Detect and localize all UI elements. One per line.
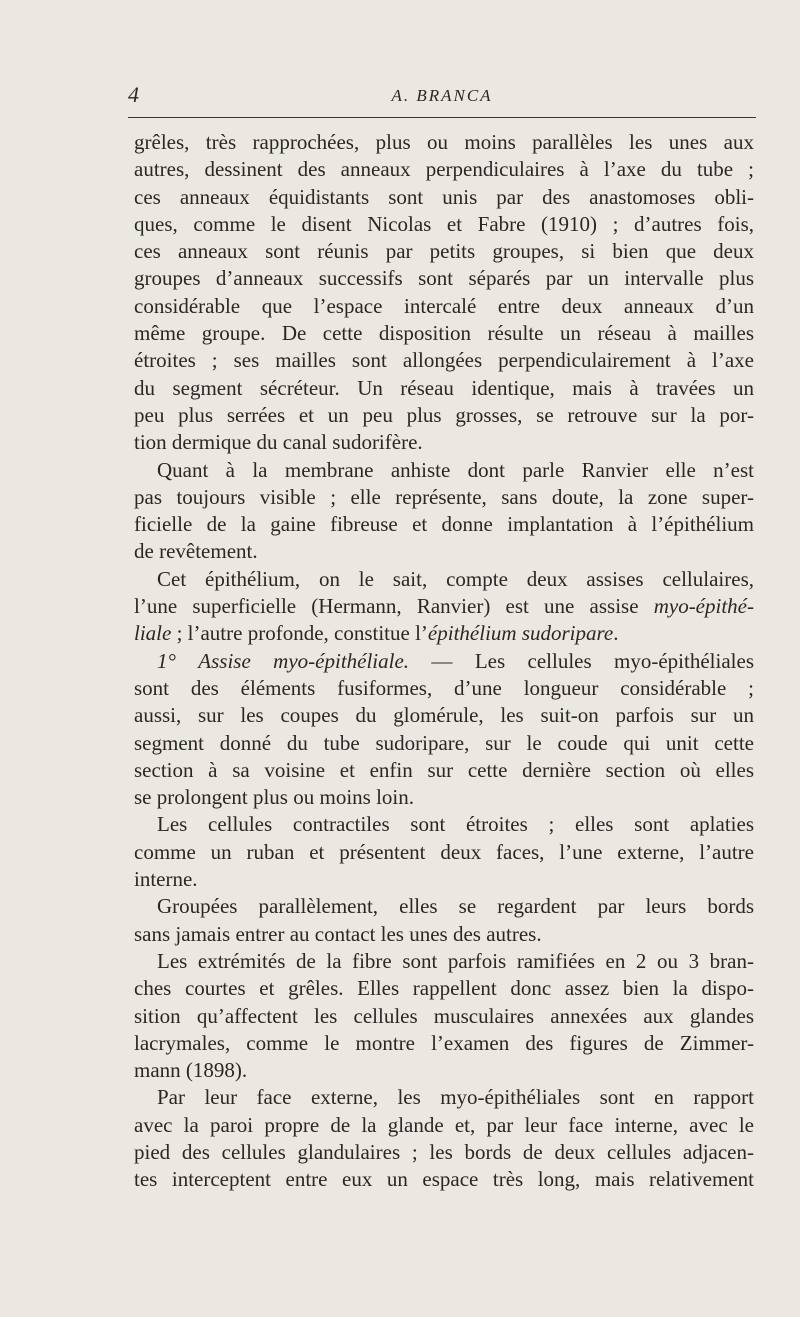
text-line: grêles, très rapprochées, plus ou moins parallèles les unes aux bbox=[134, 130, 754, 154]
text-line: du segment sécréteur. Un réseau identique, mais à travées un bbox=[134, 375, 754, 400]
text-line: même groupe. De cette disposition résulte un réseau à mailles bbox=[134, 321, 754, 346]
text-line: sans jamais entrer au contact les unes des autres. bbox=[134, 921, 542, 946]
text-line: section à sa voisine et enfin sur cette dernière section où elles bbox=[134, 757, 754, 782]
paragraph bbox=[134, 948, 754, 1084]
text-line: avec la paroi propre de la glande et, par leur face interne, avec le bbox=[134, 1112, 754, 1137]
body-text bbox=[134, 129, 754, 1194]
text-line: pied des cellules glandulaires ; les bords de deux cellules adjacen- bbox=[134, 1139, 754, 1164]
italic-term: épithélium sudoripare bbox=[427, 621, 614, 646]
text-line: Les cellules contractiles sont étroites ; elles sont aplaties bbox=[157, 812, 754, 837]
italic-term: liale bbox=[134, 621, 172, 646]
paragraph bbox=[134, 129, 754, 457]
text-line: Quant à la membrane anhiste dont parle Ranvier elle n’est bbox=[157, 457, 754, 482]
text-line: étroites ; ses mailles sont allongées perpendiculairement à l’axe bbox=[134, 348, 754, 373]
text-span: ; l’autre profonde, constitue l’ bbox=[171, 621, 428, 646]
text-line: segment donné du tube sudoripare, sur le coude qui unit cette bbox=[134, 730, 754, 755]
paragraph bbox=[134, 893, 754, 948]
paragraph bbox=[134, 566, 754, 648]
text-line: comme un ruban et présentent deux faces, l’une externe, l’autre bbox=[134, 839, 754, 864]
text-line: peu plus serrées et un peu plus grosses, se retrouve sur la por- bbox=[134, 402, 754, 427]
text-line bbox=[134, 620, 754, 647]
text-span: l’une superficielle (Hermann, Ranvier) est une assise bbox=[134, 594, 654, 619]
running-head: A. BRANCA bbox=[391, 86, 493, 105]
text-line: Par leur face externe, les myo-épithéliales sont en rapport bbox=[157, 1085, 754, 1110]
text-line: Cet épithélium, on le sait, compte deux assises cellulaires, bbox=[157, 566, 754, 591]
text-line: autres, dessinent des anneaux perpendiculaires à l’axe du tube ; bbox=[134, 157, 754, 182]
section-number: 1° bbox=[157, 648, 176, 673]
paragraph bbox=[134, 1084, 754, 1193]
text-line: mann (1898). bbox=[134, 1058, 248, 1083]
page-number: 4 bbox=[128, 82, 139, 107]
text-line bbox=[134, 648, 754, 675]
paragraph bbox=[134, 811, 754, 893]
text-line bbox=[134, 593, 754, 620]
text-line: tion dermique du canal sudorifère. bbox=[134, 430, 423, 455]
text-line: ques, comme le disent Nicolas et Fabre (1910) ; d’autres fois, bbox=[134, 211, 754, 236]
paragraph bbox=[134, 457, 754, 566]
text-line: pas toujours visible ; elle représente, sans doute, la zone super- bbox=[134, 484, 754, 509]
text-line: groupes d’anneaux successifs sont séparés par un intervalle plus bbox=[134, 266, 754, 291]
italic-term: myo-épithé- bbox=[653, 594, 754, 619]
text-line: sont des éléments fusiformes, d’une longueur considérable ; bbox=[134, 675, 754, 700]
text-span: — Les cellules myo-épithéliales bbox=[409, 648, 754, 673]
text-line: ches courtes et grêles. Elles rappellent donc assez bien la dispo- bbox=[134, 976, 754, 1001]
text-line: sition qu’affectent les cellules musculaires annexées aux glandes bbox=[134, 1003, 754, 1028]
text-line: Groupées parallèlement, elles se regardent par leurs bords bbox=[157, 894, 754, 919]
text-line: de revêtement. bbox=[134, 539, 258, 564]
header-rule bbox=[128, 117, 756, 118]
text-line: tes interceptent entre eux un espace très long, mais relativement bbox=[134, 1167, 754, 1192]
text-line: se prolongent plus ou moins loin. bbox=[134, 785, 414, 810]
page-header bbox=[128, 80, 756, 114]
text-span: . bbox=[613, 621, 619, 646]
text-line: interne. bbox=[134, 867, 198, 892]
text-line: lacrymales, comme le montre l’examen des figures de Zimmer- bbox=[134, 1030, 754, 1055]
text-line: aussi, sur les coupes du glomérule, les suit-on parfois sur un bbox=[134, 703, 754, 728]
text-line: Les extrémités de la fibre sont parfois ramifiées en 2 ou 3 bran- bbox=[157, 948, 754, 973]
text-line: ficielle de la gaine fibreuse et donne implantation à l’épithélium bbox=[134, 512, 754, 537]
text-line: ces anneaux sont réunis par petits groupes, si bien que deux bbox=[134, 239, 754, 264]
text-line: considérable que l’espace intercalé entre deux anneaux d’un bbox=[134, 293, 754, 318]
paragraph bbox=[134, 648, 754, 812]
section-heading: Assise myo-épithéliale. bbox=[198, 648, 410, 673]
text-line: ces anneaux équidistants sont unis par des anastomoses obli- bbox=[134, 184, 754, 209]
